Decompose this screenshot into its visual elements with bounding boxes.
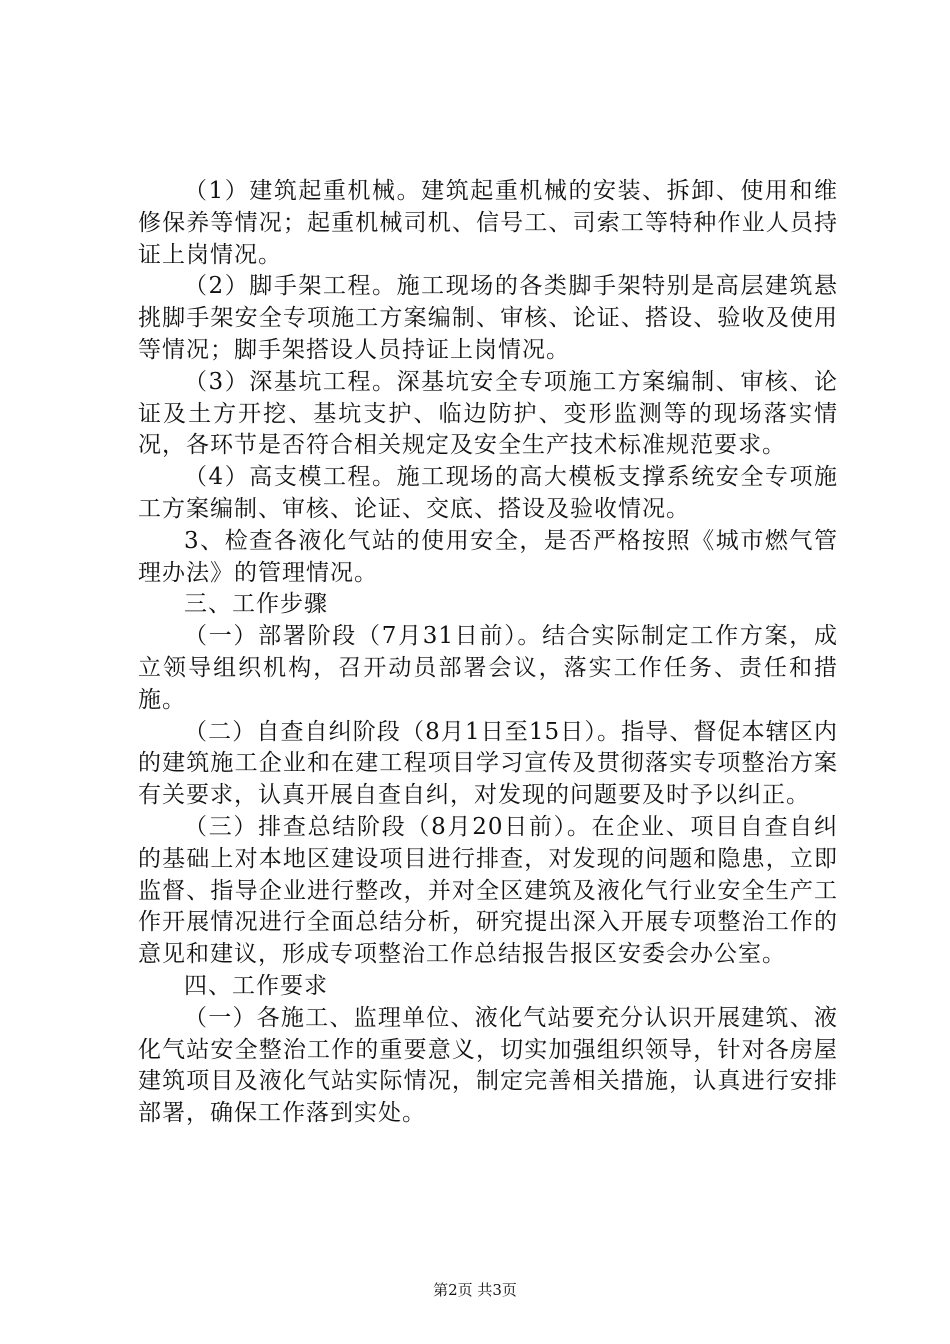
paragraph-formwork: （4）高支模工程。施工现场的高大模板支撑系统安全专项施工方案编制、审核、论证、交底、搭设及验收情况。	[138, 464, 838, 522]
paragraph-scaffold: （2）脚手架工程。施工现场的各类脚手架特别是高层建筑悬挑脚手架安全专项施工方案编制、审核、论证、搭设、验收及使用等情况；脚手架搭设人员持证上岗情况。	[138, 273, 838, 363]
paragraph-deep-pit: （3）深基坑工程。深基坑安全专项施工方案编制、审核、论证及土方开挖、基坑支护、临边防护、变形监测等的现场落实情况，各环节是否符合相关规定及安全生产技术标准规范要求。	[138, 368, 838, 459]
section-heading-steps: 三、工作步骤	[184, 591, 328, 618]
section-heading-requirements: 四、工作要求	[184, 972, 328, 999]
paragraph-gas-station: 3、检查各液化气站的使用安全，是否严格按照《城市燃气管理办法》的管理情况。	[138, 527, 838, 586]
paragraph-step-deploy: （一）部署阶段（7月31日前）。结合实际制定工作方案，成立领导组织机构，召开动员部署会议，落实工作任务、责任和措施。	[138, 623, 838, 713]
paragraph-step-self-check: （二）自查自纠阶段（8月1日至15日）。指导、督促本辖区内的建筑施工企业和在建工程项目学习宣传及贯彻落实专项整治方案有关要求，认真开展自查自纠，对发现的问题要及时予以纠正。	[138, 718, 838, 809]
page-number-footer: 第2页 共3页	[433, 1281, 517, 1299]
paragraph-requirement-1: （一）各施工、监理单位、液化气站要充分认识开展建筑、液化气站安全整治工作的重要意义，切实加强组织领导，针对各房屋建筑项目及液化气站实际情况，制定完善相关措施，认真进行安排部署，确保工作落到实处。	[138, 1004, 838, 1127]
paragraph-crane: （1）建筑起重机械。建筑起重机械的安装、拆卸、使用和维修保养等情况；起重机械司机、信号工、司索工等特种作业人员持证上岗情况。	[138, 178, 838, 268]
paragraph-step-summary: （三）排查总结阶段（8月20日前）。在企业、项目自查自纠的基础上对本地区建设项目进行排查，对发现的问题和隐患，立即监督、指导企业进行整改，并对全区建筑及液化气行业安全生产工作开展情况进行全面总结分析，研究提出深入开展专项整治工作的意见和建议，形成专项整治工作总结报告报区安委会办公室。	[138, 813, 838, 968]
document-body	[138, 176, 838, 1130]
